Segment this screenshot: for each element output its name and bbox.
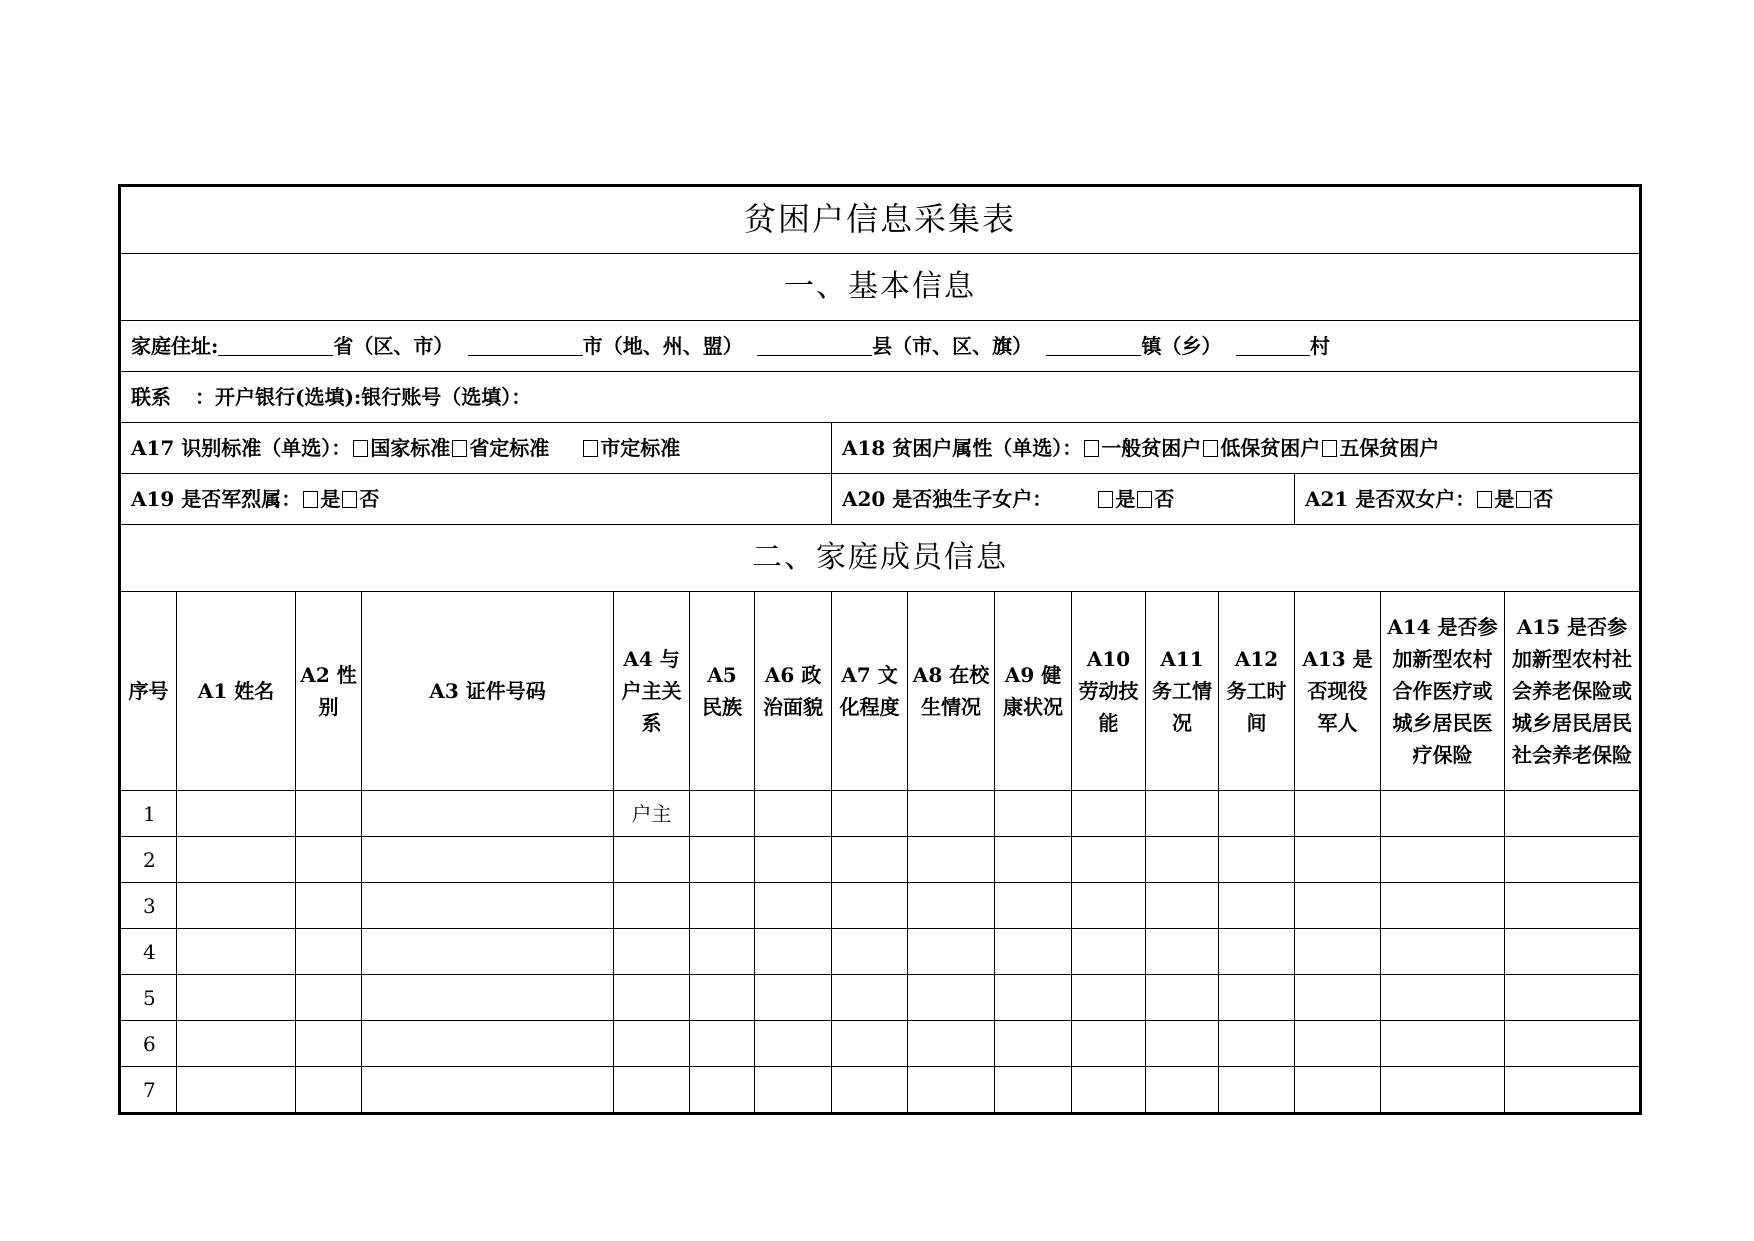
cell[interactable] <box>1146 975 1219 1021</box>
cell[interactable] <box>362 837 614 883</box>
cell[interactable] <box>690 975 755 1021</box>
cell[interactable] <box>1505 929 1641 975</box>
table-row <box>120 929 1641 975</box>
cell[interactable] <box>1072 883 1146 929</box>
cell[interactable] <box>362 883 614 929</box>
cell[interactable] <box>1381 791 1505 837</box>
cell[interactable] <box>362 1021 614 1067</box>
cell[interactable] <box>296 975 362 1021</box>
a17-checkbox-national[interactable] <box>353 440 368 457</box>
col-header-military: A13 是否现役军人 <box>1295 592 1381 791</box>
row-relation[interactable] <box>614 1021 690 1067</box>
a17-checkbox-city[interactable] <box>583 440 598 457</box>
town-label: 镇（乡） <box>1141 334 1222 358</box>
cell[interactable] <box>690 837 755 883</box>
cell[interactable] <box>1072 1021 1146 1067</box>
a18-checkbox-general[interactable] <box>1084 440 1099 457</box>
a18-opt-general: 一般贫困户 <box>1101 436 1202 460</box>
cell[interactable] <box>690 791 755 837</box>
village-field[interactable] <box>1236 333 1310 356</box>
city-label: 市（地、州、盟） <box>582 334 743 358</box>
cell[interactable] <box>755 1021 832 1067</box>
cell[interactable] <box>296 791 362 837</box>
cell[interactable] <box>1381 1067 1505 1114</box>
cell[interactable] <box>1295 791 1381 837</box>
county-label: 县（市、区、旗） <box>872 334 1033 358</box>
table-row <box>120 791 1641 837</box>
cell[interactable] <box>1146 929 1219 975</box>
a19-no: 否 <box>359 487 380 511</box>
a21-no: 否 <box>1533 487 1554 511</box>
a17-opt-provincial: 省定标准 <box>469 436 550 460</box>
a18-checkbox-wubao[interactable] <box>1322 440 1337 457</box>
cell[interactable] <box>177 1067 296 1114</box>
col-header-gender: A2 性别 <box>296 592 362 791</box>
a21-checkbox-yes[interactable] <box>1477 491 1492 508</box>
cell[interactable] <box>755 1067 832 1114</box>
cell[interactable] <box>1505 1067 1641 1114</box>
row-seq: 7 <box>120 1067 177 1114</box>
a19-checkbox-yes[interactable] <box>303 491 318 508</box>
row-seq: 4 <box>120 929 177 975</box>
row-relation[interactable] <box>614 975 690 1021</box>
a21-cell <box>1295 474 1641 525</box>
col-header-health: A9 健康状况 <box>995 592 1072 791</box>
cell[interactable] <box>755 791 832 837</box>
a17-label: A17 识别标准（单选）： <box>131 436 352 460</box>
row-seq: 5 <box>120 975 177 1021</box>
cell[interactable] <box>995 1021 1072 1067</box>
cell[interactable] <box>995 791 1072 837</box>
a21-checkbox-no[interactable] <box>1516 491 1531 508</box>
village-label: 村 <box>1309 334 1330 358</box>
cell[interactable] <box>362 929 614 975</box>
row-seq: 2 <box>120 837 177 883</box>
cell[interactable] <box>995 1067 1072 1114</box>
cell[interactable] <box>1295 837 1381 883</box>
cell[interactable] <box>995 883 1072 929</box>
cell[interactable] <box>1381 975 1505 1021</box>
cell[interactable] <box>296 883 362 929</box>
table-row <box>120 1067 1641 1114</box>
a17-checkbox-provincial[interactable] <box>452 440 467 457</box>
cell[interactable] <box>1146 883 1219 929</box>
cell[interactable] <box>832 791 908 837</box>
cell[interactable] <box>1219 791 1295 837</box>
province-label: 省（区、市） <box>333 334 454 358</box>
col-header-id-number: A3 证件号码 <box>362 592 614 791</box>
cell[interactable] <box>690 1021 755 1067</box>
a19-yes: 是 <box>320 487 341 511</box>
a19-label: A19 是否军烈属： <box>131 487 302 511</box>
cell[interactable] <box>177 837 296 883</box>
cell[interactable] <box>296 1021 362 1067</box>
cell[interactable] <box>755 929 832 975</box>
section-basic-info: 一、基本信息 <box>120 254 1641 321</box>
cell[interactable] <box>1072 1067 1146 1114</box>
cell[interactable] <box>1072 929 1146 975</box>
row-relation[interactable] <box>614 1067 690 1114</box>
col-header-pension-insurance: A15 是否参加新型农村社会养老保险或城乡居民居民社会养老保险 <box>1505 592 1641 791</box>
cell[interactable] <box>995 975 1072 1021</box>
address-row <box>120 321 1641 372</box>
a20-label: A20 是否独生子女户： <box>842 487 1053 511</box>
cell[interactable] <box>832 975 908 1021</box>
cell[interactable] <box>832 837 908 883</box>
col-header-name: A1 姓名 <box>177 592 296 791</box>
cell[interactable] <box>690 883 755 929</box>
cell[interactable] <box>362 975 614 1021</box>
col-header-work-status: A11 务工情况 <box>1146 592 1219 791</box>
col-header-political: A6 政治面貌 <box>755 592 832 791</box>
a18-cell <box>832 423 1641 474</box>
row-seq: 3 <box>120 883 177 929</box>
cell[interactable] <box>755 975 832 1021</box>
cell[interactable] <box>1219 837 1295 883</box>
contact-row <box>120 372 1641 423</box>
col-header-relation: A4 与户主关系 <box>614 592 690 791</box>
cell[interactable] <box>908 1021 995 1067</box>
cell[interactable] <box>908 1067 995 1114</box>
a17-opt-national: 国家标准 <box>370 436 451 460</box>
province-field[interactable] <box>218 333 333 356</box>
col-header-medical-insurance: A14 是否参加新型农村合作医疗或城乡居民医疗保险 <box>1381 592 1505 791</box>
cell[interactable] <box>832 1021 908 1067</box>
cell[interactable] <box>1295 975 1381 1021</box>
cell[interactable] <box>908 975 995 1021</box>
cell[interactable] <box>296 837 362 883</box>
cell[interactable] <box>1219 975 1295 1021</box>
cell[interactable] <box>1295 1067 1381 1114</box>
cell[interactable] <box>177 929 296 975</box>
cell[interactable] <box>908 791 995 837</box>
info-collection-form <box>118 184 1642 1115</box>
a19-cell <box>120 474 832 525</box>
a18-opt-dibao: 低保贫困户 <box>1220 436 1321 460</box>
table-row <box>120 837 1641 883</box>
cell[interactable] <box>1219 1067 1295 1114</box>
cell[interactable] <box>1146 1021 1219 1067</box>
a20-yes: 是 <box>1115 487 1136 511</box>
cell[interactable] <box>908 883 995 929</box>
a20-checkbox-yes[interactable] <box>1098 491 1113 508</box>
contact-label: 联系 <box>131 385 171 409</box>
cell[interactable] <box>1381 883 1505 929</box>
col-header-labor-skill: A10 劳动技能 <box>1072 592 1146 791</box>
a17-opt-city: 市定标准 <box>600 436 681 460</box>
cell[interactable] <box>690 929 755 975</box>
cell[interactable] <box>1146 1067 1219 1114</box>
cell[interactable] <box>1146 791 1219 837</box>
bank-label: ：开户银行(选填):银行账号（选填）： <box>195 385 532 409</box>
section-family-members: 二、家庭成员信息 <box>120 525 1641 592</box>
cell[interactable] <box>1505 1021 1641 1067</box>
cell[interactable] <box>908 929 995 975</box>
cell[interactable] <box>995 929 1072 975</box>
cell[interactable] <box>177 791 296 837</box>
a20-cell <box>832 474 1295 525</box>
cell[interactable] <box>1505 975 1641 1021</box>
cell[interactable] <box>1505 837 1641 883</box>
cell[interactable] <box>832 883 908 929</box>
a19-checkbox-no[interactable] <box>342 491 357 508</box>
cell[interactable] <box>690 1067 755 1114</box>
county-field[interactable] <box>757 333 872 356</box>
row-relation[interactable] <box>614 883 690 929</box>
table-row <box>120 883 1641 929</box>
row-relation[interactable] <box>614 837 690 883</box>
cell[interactable] <box>177 1021 296 1067</box>
cell[interactable] <box>1505 791 1641 837</box>
a18-checkbox-dibao[interactable] <box>1203 440 1218 457</box>
a21-label: A21 是否双女户： <box>1305 487 1476 511</box>
cell[interactable] <box>1295 883 1381 929</box>
cell[interactable] <box>1219 883 1295 929</box>
cell[interactable] <box>1381 837 1505 883</box>
a17-cell <box>120 423 832 474</box>
cell[interactable] <box>362 1067 614 1114</box>
a18-label: A18 贫困户属性（单选）： <box>842 436 1083 460</box>
cell[interactable] <box>908 837 995 883</box>
cell[interactable] <box>755 837 832 883</box>
cell[interactable] <box>1072 837 1146 883</box>
cell[interactable] <box>995 837 1072 883</box>
row-seq: 6 <box>120 1021 177 1067</box>
col-header-seq: 序号 <box>120 592 177 791</box>
row-relation[interactable]: 户主 <box>614 791 690 837</box>
cell[interactable] <box>177 883 296 929</box>
cell[interactable] <box>1146 837 1219 883</box>
cell[interactable] <box>1219 1021 1295 1067</box>
cell[interactable] <box>296 1067 362 1114</box>
cell[interactable] <box>1295 929 1381 975</box>
city-field[interactable] <box>468 333 583 356</box>
cell[interactable] <box>1072 791 1146 837</box>
table-row <box>120 1021 1641 1067</box>
a18-opt-wubao: 五保贫困户 <box>1339 436 1440 460</box>
cell[interactable] <box>362 791 614 837</box>
cell[interactable] <box>832 929 908 975</box>
col-header-student: A8 在校生情况 <box>908 592 995 791</box>
cell[interactable] <box>1505 883 1641 929</box>
cell[interactable] <box>1219 929 1295 975</box>
cell[interactable] <box>296 929 362 975</box>
form-title: 贫困户信息采集表 <box>120 186 1641 254</box>
col-header-ethnicity: A5 民族 <box>690 592 755 791</box>
a21-yes: 是 <box>1494 487 1515 511</box>
cell[interactable] <box>177 975 296 1021</box>
cell[interactable] <box>755 883 832 929</box>
col-header-education: A7 文化程度 <box>832 592 908 791</box>
row-relation[interactable] <box>614 929 690 975</box>
row-seq: 1 <box>120 791 177 837</box>
col-header-work-time: A12 务工时间 <box>1219 592 1295 791</box>
address-label: 家庭住址: <box>131 334 219 358</box>
cell[interactable] <box>1072 975 1146 1021</box>
cell[interactable] <box>1381 929 1505 975</box>
a20-no: 否 <box>1154 487 1175 511</box>
cell[interactable] <box>1295 1021 1381 1067</box>
a20-checkbox-no[interactable] <box>1137 491 1152 508</box>
table-row <box>120 975 1641 1021</box>
cell[interactable] <box>832 1067 908 1114</box>
town-field[interactable] <box>1046 333 1141 356</box>
cell[interactable] <box>1381 1021 1505 1067</box>
